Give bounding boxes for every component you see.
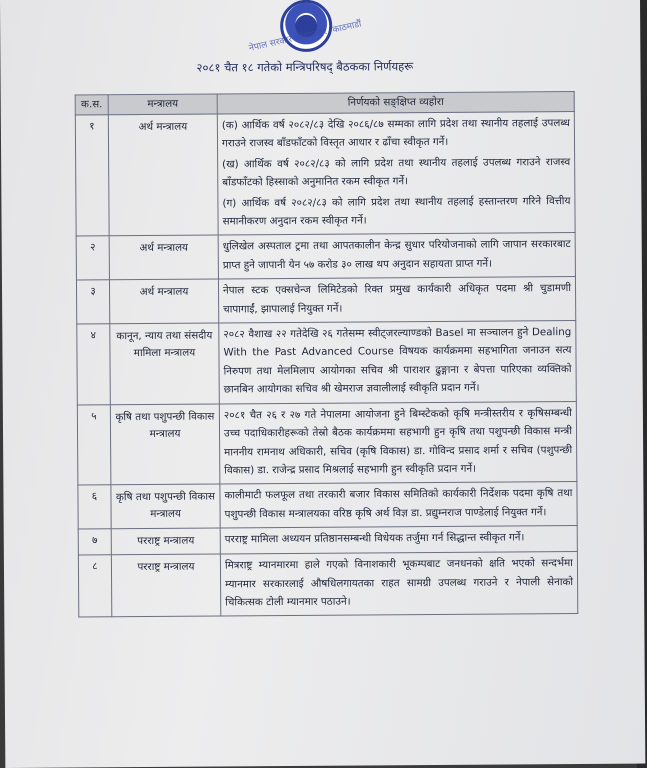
header-serial: क.स. xyxy=(75,95,108,115)
row-serial: ७ xyxy=(78,529,111,555)
row-serial: ५ xyxy=(77,404,111,485)
row-decision xyxy=(220,526,577,554)
row-serial: ३ xyxy=(76,280,109,324)
row-ministry: परराष्ट्र मन्त्रालय xyxy=(111,528,220,555)
table-row xyxy=(78,482,577,529)
table-row xyxy=(76,233,575,280)
page-title: २०८१ चैत १८ गतेको मन्त्रिपरिषद् बैठकका निर्णयहरू xyxy=(196,59,414,75)
table-row xyxy=(75,111,575,236)
row-ministry: कानून, न्याय तथा संसदीय मामिला मन्त्रालय xyxy=(110,323,220,404)
row-serial: १ xyxy=(75,115,109,237)
table-row xyxy=(77,401,577,485)
decision-text: नेपाल स्टक एक्सचेन्ज लिमिटेडको रिक्त प्रमुख कार्यकारी अधिकृत पदमा श्री चुडामणी चापागाईं, झापालाई नियुक्त गर्ने। xyxy=(222,282,572,316)
decision-text: (ग) आर्थिक वर्ष २०८२/८३ को लागि प्रदेश तथा स्थानीय तहलाई हस्तान्तरण गरिने वित्तीय समानीकरण अनुदान रकम स्वीकृत गर्ने। xyxy=(222,194,571,228)
decision-text: (क) आर्थिक वर्ष २०८२/८३ देखि २०८६/८७ सम्मका लागि प्रदेश तथा स्थानीय तहलाई उपलब्ध गराउने राजस्व बाँडफाँटको विस्तृत आधार र ढाँचा स्वीकृत गर्ने। xyxy=(221,117,570,150)
header-decision: निर्णयको सङ्क्षिप्त व्यहोरा xyxy=(217,91,574,113)
table-row xyxy=(78,526,577,555)
decision-text: २०८१ चैत २६ र २७ गते नेपालमा आयोजना हुने बिम्स्टेकको कृषि मन्त्रीस्तरीय र कृषिसम्बन्धी उच्च पदाधिकारीहरूको तेस्रो बैठक कार्यक्रममा सहभागी हुन कृषि तथा पशुपन्छी विकास मन्त्री माननीय रामनाथ अधिकारी, सचिव (कृषि विकास) डा. गोविन्द प्रसाद शर्मा र सचिव (पशुपन्छी विकास) डा. राजेन्द्र प्रसाद मिश्रलाई सहभागी हुन स्वीकृति प्रदान गर्ने। xyxy=(223,406,573,477)
row-ministry: कृषि तथा पशुपन्छी विकास मन्त्रालय xyxy=(111,484,220,529)
header-ministry: मन्त्रालय xyxy=(108,94,217,115)
decision-text: परराष्ट्र मामिला अध्ययन प्रतिष्ठानसम्बन्धी विधेयक तर्जुमा गर्न सिद्धान्त स्वीकृत गर्ने। xyxy=(224,531,525,546)
decisions-table xyxy=(75,91,579,618)
row-ministry: अर्थ मन्त्रालय xyxy=(108,114,218,236)
row-serial: ८ xyxy=(78,555,111,617)
row-decision xyxy=(219,321,577,404)
table-row xyxy=(78,552,577,618)
row-serial: ४ xyxy=(77,324,111,405)
row-ministry: अर्थ मन्त्रालय xyxy=(109,279,218,324)
row-decision xyxy=(219,401,577,484)
decision-text: मित्रराष्ट्र म्यानमारमा हाले गएको विनाशकारी भूकम्पबाट जनधनको क्षति भएको सन्दर्भमा म्यानमार सरकारलाई औषधिलगायतका राहत सामग्री उपलब्ध गराउने र नेपाली सेनाको चिकित्सक टोली म्यानमार पठाउने। xyxy=(224,557,574,609)
decision-text: २०८२ वैशाख २२ गतेदेखि २६ गतेसम्म स्वीट्जरल्याण्डको Basel मा सञ्चालन हुने Dealing With the Past Advanced Course विषयक कार्यक्रममा सहभागिता जनाउन सत्य निरुपण तथा मेलमिलाप आयोगका सचिव श्री पाराशर ढुङ्गाना र बेपत्ता पारिएका व्यक्तिको छानबिन आयोगका सचिव श्री खेमराज ज्ञवालीलाई स्वीकृति प्रदान गर्ने। xyxy=(223,326,572,396)
row-decision xyxy=(220,482,577,528)
row-ministry: अर्थ मन्त्रालय xyxy=(109,235,218,280)
decision-text: धुलिखेल अस्पताल ट्रमा तथा आपतकालीन केन्द्र सुधार परियोजनाको लागि जापान सरकारबाट प्राप्त हुने जापानी येन ५७ करोड ३० लाख थप अनुदान सहायता प्राप्त गर्ने। xyxy=(222,238,571,272)
row-serial: ६ xyxy=(78,485,111,529)
office-stamp: नेपाल सरकार सिंहदरबार, काठमाडौं xyxy=(248,19,363,54)
row-decision xyxy=(218,233,575,279)
table-row xyxy=(76,277,575,324)
table-row xyxy=(77,321,577,405)
row-ministry: कृषि तथा पशुपन्छी विकास मन्त्रालय xyxy=(110,404,220,485)
row-decision xyxy=(218,277,575,323)
decision-text: कालीमाटी फलफूल तथा तरकारी बजार विकास समितिको कार्यकारी निर्देशक पदमा कृषि तथा पशुपन्छी विकास मन्त्रालयका वरिष्ठ कृषि अर्थ विज्ञ डा. प्रद्युम्नराज पाण्डेलाई नियुक्त गर्ने। xyxy=(224,487,573,521)
row-serial: २ xyxy=(76,236,109,280)
decision-text: (ख) आर्थिक वर्ष २०८२/८३ को लागि प्रदेश तथा स्थानीय तहलाई उपलब्ध गराउने राजस्व बाँडफाँटको हिस्साको अनुमानित रकम स्वीकृत गर्ने। xyxy=(222,155,571,189)
row-ministry: परराष्ट्र मन्त्रालय xyxy=(111,554,220,617)
row-decision xyxy=(217,111,575,235)
row-decision xyxy=(220,552,577,617)
